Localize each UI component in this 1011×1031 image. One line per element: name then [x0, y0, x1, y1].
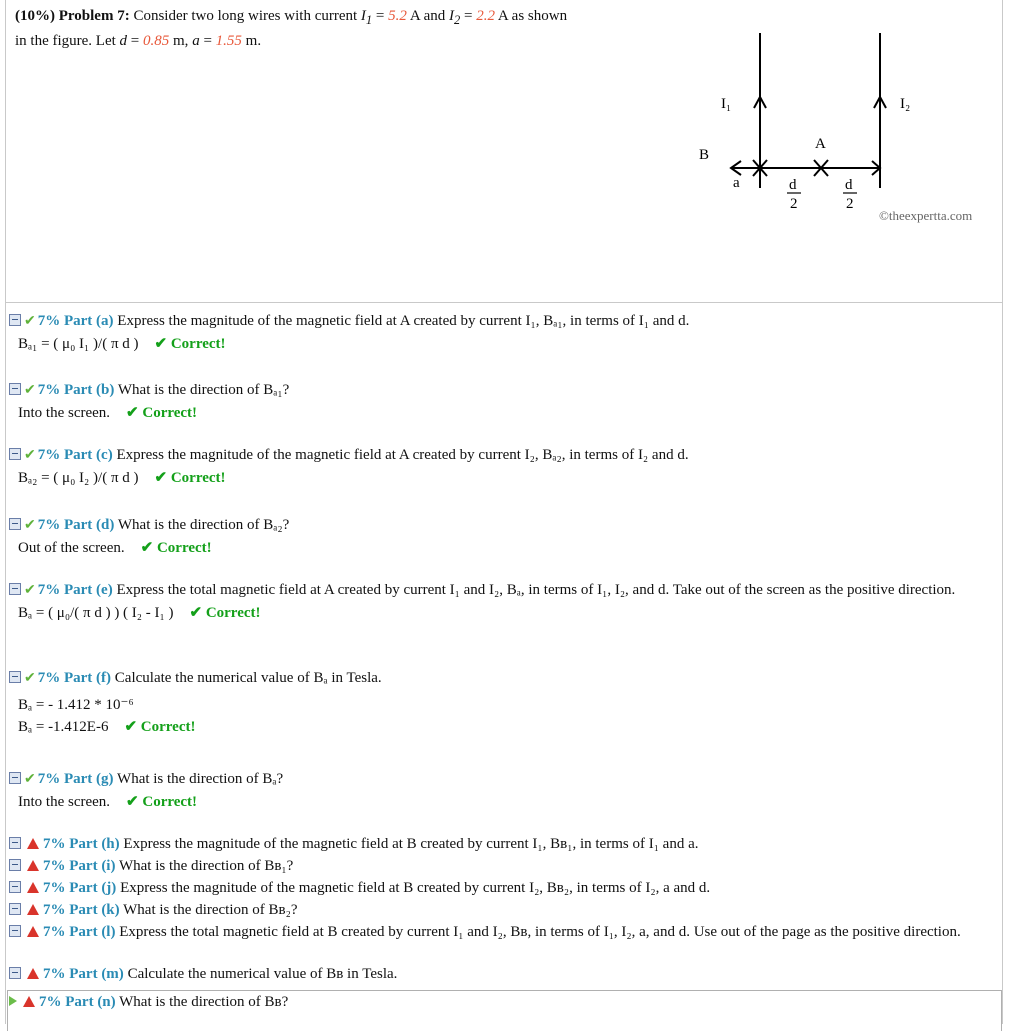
d-symbol: d: [119, 33, 128, 49]
part-question: Express the magnitude of the magnetic field at B created by current I₂, Bʙ₂, in terms of I₂, a and d.: [120, 880, 711, 896]
a-value: 1.55: [215, 33, 242, 49]
collapse-icon[interactable]: [9, 925, 21, 937]
part-answer: Bₐ = ( μ₀/( π d ) ) ( I₂ - I₁ ): [18, 605, 174, 621]
collapse-icon[interactable]: [9, 314, 21, 326]
part-title[interactable]: 7% Part (b): [37, 382, 115, 398]
check-icon: ✔: [24, 383, 36, 398]
equals-sign: =: [130, 33, 140, 49]
wires-figure: [686, 28, 926, 208]
correct-badge: ✔ Correct!: [126, 794, 198, 810]
d-value: 0.85: [143, 33, 170, 49]
collapse-icon[interactable]: [9, 448, 21, 460]
part-question: Express the magnitude of the magnetic field at A created by current I₁, Bₐ₁, in terms of I₁ and d.: [117, 313, 690, 329]
part-question: Express the total magnetic field at A created by current I₁ and I₂, Bₐ, in terms of I₁, I₂, and d. Take out of the screen as the positive direction.: [116, 582, 956, 598]
check-icon: ✔: [24, 518, 36, 533]
part-title[interactable]: 7% Part (l): [43, 924, 116, 940]
equals-sign: =: [375, 8, 385, 24]
label-two-1: 2: [790, 196, 798, 208]
correct-badge: ✔ Correct!: [189, 605, 261, 621]
part-answer-value: Bₐ = -1.412E-6: [18, 719, 109, 735]
collapse-icon[interactable]: [9, 583, 21, 595]
check-icon: ✔: [24, 583, 36, 598]
part-question: Calculate the numerical value of Bʙ in Tesla.: [127, 966, 398, 982]
correct-badge: ✔ Correct!: [140, 540, 212, 556]
correct-badge: ✔ Correct!: [124, 719, 196, 735]
label-distance-a: a: [733, 175, 740, 191]
part-question: Express the magnitude of the magnetic field at A created by current I₂, Bₐ₂, in terms of I₂ and d.: [116, 447, 689, 463]
check-icon: ✔: [24, 772, 36, 787]
unit-m-end: m.: [245, 33, 262, 49]
part-f: [9, 667, 994, 738]
collapse-icon[interactable]: [9, 671, 21, 683]
part-question: Express the total magnetic field at B created by current I₁ and I₂, Bʙ, in terms of I₁, I₂, a, and d. Use out of the page as the positive direction.: [119, 924, 961, 940]
warning-icon: [23, 996, 35, 1007]
part-g: [9, 768, 994, 813]
problem-panel: [5, 0, 1003, 303]
part-question: What is the direction of Bₐ?: [117, 771, 284, 787]
part-c: [9, 444, 994, 489]
problem-text-2: A as shown: [497, 8, 568, 24]
part-h: [9, 833, 994, 855]
part-question: What is the direction of Bʙ?: [119, 994, 289, 1010]
check-icon: ✔: [24, 448, 36, 463]
part-k: [9, 899, 994, 921]
part-l: [9, 921, 994, 943]
part-title[interactable]: 7% Part (h): [43, 836, 120, 852]
collapse-icon[interactable]: [9, 383, 21, 395]
part-answer: Bₐ₁ = ( μ₀ I₁ )/( π d ): [18, 336, 139, 352]
part-b: [9, 379, 994, 424]
collapse-icon[interactable]: [9, 903, 21, 915]
part-question: What is the direction of Bʙ₂?: [123, 902, 298, 918]
part-title[interactable]: 7% Part (n): [39, 994, 116, 1010]
part-title[interactable]: 7% Part (k): [43, 902, 120, 918]
i2-value: 2.2: [476, 8, 495, 24]
problem-text-1: Consider two long wires with current: [133, 8, 358, 24]
equals-sign: =: [203, 33, 212, 49]
part-title[interactable]: 7% Part (d): [37, 517, 115, 533]
unit-a-and: A and: [409, 8, 446, 24]
label-d-2: d: [845, 177, 853, 193]
part-answer: Into the screen.: [18, 405, 111, 421]
label-two-2: 2: [846, 196, 854, 208]
warning-icon: [27, 926, 39, 937]
i2-symbol: I: [449, 8, 454, 24]
part-answer: Bₐ₂ = ( μ₀ I₂ )/( π d ): [18, 470, 139, 486]
collapse-icon[interactable]: [9, 518, 21, 530]
correct-badge: ✔ Correct!: [154, 470, 226, 486]
collapse-icon[interactable]: [9, 881, 21, 893]
part-title[interactable]: 7% Part (e): [37, 582, 113, 598]
part-i: [9, 855, 994, 877]
problem-text-3: in the figure. Let: [15, 33, 116, 49]
i1-symbol: I: [360, 8, 366, 24]
problem-statement: [15, 6, 695, 52]
part-e: [9, 579, 994, 624]
parts-list: [5, 302, 1003, 1024]
collapse-icon[interactable]: [9, 967, 21, 979]
warning-icon: [27, 838, 39, 849]
label-point-b: B: [699, 147, 710, 163]
label-i1: I₁: [721, 96, 732, 112]
collapse-icon[interactable]: [9, 772, 21, 784]
check-icon: ✔: [24, 314, 36, 329]
part-question: What is the direction of Bₐ₂?: [117, 517, 290, 533]
part-answer: Into the screen.: [18, 794, 111, 810]
part-title[interactable]: 7% Part (m): [43, 966, 124, 982]
part-title[interactable]: 7% Part (a): [37, 313, 114, 329]
collapse-icon[interactable]: [9, 859, 21, 871]
warning-icon: [27, 968, 39, 979]
part-question: Calculate the numerical value of Bₐ in Tesla.: [114, 670, 382, 686]
part-answer: Out of the screen.: [18, 540, 125, 556]
label-point-a: A: [815, 136, 826, 152]
part-title[interactable]: 7% Part (g): [37, 771, 114, 787]
correct-badge: ✔ Correct!: [154, 336, 226, 352]
part-title[interactable]: 7% Part (c): [37, 447, 113, 463]
part-question: What is the direction of Bₐ₁?: [117, 382, 290, 398]
label-d-1: d: [789, 177, 797, 193]
part-title[interactable]: 7% Part (j): [43, 880, 117, 896]
expand-icon[interactable]: [9, 996, 17, 1006]
watermark: ©theexpertta.com: [879, 208, 973, 223]
problem-label: (10%) Problem 7:: [15, 8, 130, 24]
part-answer-expression: Bₐ = - 1.412 * 10⁻⁶: [18, 697, 134, 713]
i2-subscript: 2: [454, 13, 461, 27]
equals-sign: =: [464, 8, 473, 24]
part-n: [9, 991, 994, 1013]
part-j: [9, 877, 994, 899]
correct-badge: ✔ Correct!: [126, 405, 198, 421]
part-question: What is the direction of Bʙ₁?: [118, 858, 294, 874]
unit-m-comma: m,: [173, 33, 189, 49]
i1-value: 5.2: [388, 8, 407, 24]
collapse-icon[interactable]: [9, 837, 21, 849]
part-a: [9, 310, 994, 355]
part-d: [9, 514, 994, 559]
part-title[interactable]: 7% Part (i): [43, 858, 116, 874]
part-question: Express the magnitude of the magnetic field at B created by current I₁, Bʙ₁, in terms of I₁ and a.: [123, 836, 699, 852]
a-symbol: a: [192, 33, 200, 49]
i1-subscript: 1: [365, 13, 373, 27]
warning-icon: [27, 904, 39, 915]
part-title[interactable]: 7% Part (f): [37, 670, 112, 686]
check-icon: ✔: [24, 671, 36, 686]
warning-icon: [27, 860, 39, 871]
warning-icon: [27, 882, 39, 893]
label-i2: I₂: [900, 96, 911, 112]
part-m: [9, 963, 994, 985]
